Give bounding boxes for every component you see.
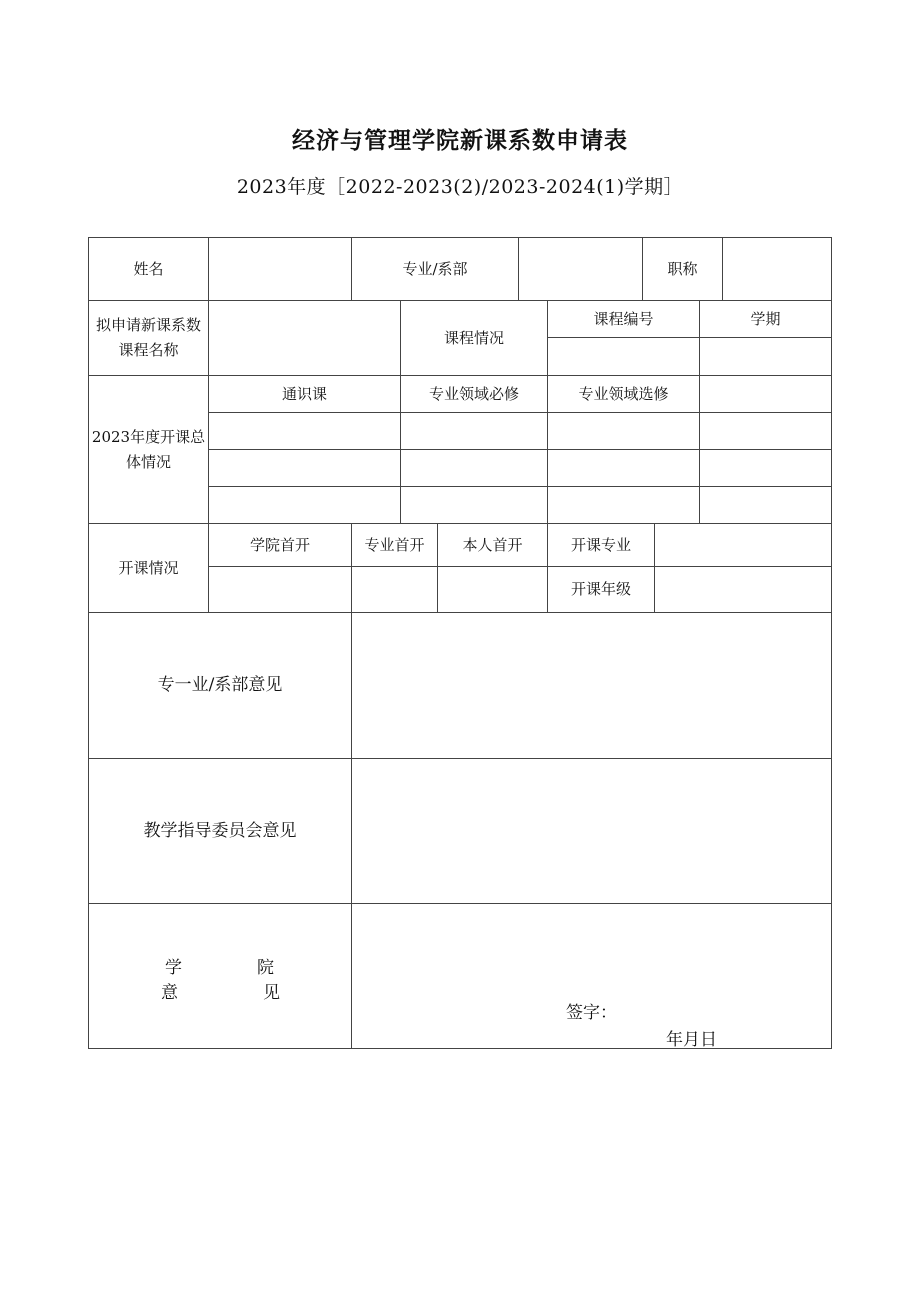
- overall-cell[interactable]: [400, 449, 548, 487]
- job-title-field[interactable]: [722, 237, 832, 301]
- overall-cell[interactable]: [547, 486, 700, 524]
- overall-cell[interactable]: [400, 412, 548, 450]
- course-code-label: 课程编号: [547, 300, 700, 338]
- course-situation-label: 课程情况: [400, 300, 548, 376]
- major-dept-label: 专业/系部: [351, 237, 519, 301]
- overall-cell[interactable]: [208, 412, 401, 450]
- date-label: 年月日: [666, 1030, 717, 1050]
- committee-opinion-label: 教学指导委员会意见: [88, 758, 352, 904]
- overall-cell[interactable]: [208, 449, 401, 487]
- self-first-label: 本人首开: [437, 523, 548, 567]
- header-major-elective: 专业领域选修: [547, 375, 700, 413]
- name-field[interactable]: [208, 237, 352, 301]
- course-name-label-line1: 拟申请新课系数: [95, 316, 201, 335]
- form-title: 经济与管理学院新课系数申请表: [292, 127, 628, 154]
- application-form: [88, 237, 832, 1049]
- college-opinion-char-2: 院: [257, 958, 274, 978]
- overall-label-line2: 体情况: [125, 452, 171, 471]
- college-opinion-field[interactable]: [351, 903, 832, 1049]
- overall-label-line1: 2023年度开课总: [91, 427, 206, 446]
- offering-major-field[interactable]: [654, 523, 832, 567]
- college-first-field[interactable]: [208, 566, 352, 613]
- offering-grade-label: 开课年级: [547, 566, 655, 613]
- course-name-label-line2: 课程名称: [118, 341, 179, 359]
- overall-cell[interactable]: [699, 412, 832, 450]
- major-first-label: 专业首开: [351, 523, 438, 567]
- overall-cell[interactable]: [547, 412, 700, 450]
- form-subtitle: 2023年度［2022-2023(2)/2023-2024(1)学期］: [236, 176, 684, 198]
- signature-label: 签字：: [566, 1003, 617, 1023]
- committee-opinion-field[interactable]: [351, 758, 832, 904]
- header-blank: [699, 375, 832, 413]
- college-opinion-char-1: 学: [165, 958, 182, 978]
- dept-opinion-field[interactable]: [351, 612, 832, 759]
- course-name-label: [88, 300, 209, 376]
- header-major-required: 专业领域必修: [400, 375, 548, 413]
- overall-cell[interactable]: [400, 486, 548, 524]
- major-dept-field[interactable]: [518, 237, 643, 301]
- header-general-course: 通识课: [208, 375, 401, 413]
- overall-cell[interactable]: [547, 449, 700, 487]
- overall-cell[interactable]: [699, 449, 832, 487]
- course-name-field[interactable]: [208, 300, 401, 376]
- name-label: 姓名: [88, 237, 209, 301]
- offering-label: 开课情况: [88, 523, 209, 613]
- overall-cell[interactable]: [699, 486, 832, 524]
- job-title-label: 职称: [642, 237, 723, 301]
- term-field[interactable]: [699, 337, 832, 376]
- offering-major-label: 开课专业: [547, 523, 655, 567]
- college-opinion-label: [88, 903, 352, 1049]
- self-first-field[interactable]: [437, 566, 548, 613]
- course-code-field[interactable]: [547, 337, 700, 376]
- college-opinion-char-4: 见: [263, 983, 280, 1003]
- college-first-label: 学院首开: [208, 523, 352, 567]
- offering-grade-field[interactable]: [654, 566, 832, 613]
- overall-label: [88, 375, 209, 524]
- major-first-field[interactable]: [351, 566, 438, 613]
- dept-opinion-label: 专一业/系部意见: [88, 612, 352, 759]
- term-label: 学期: [699, 300, 832, 338]
- overall-cell[interactable]: [208, 486, 401, 524]
- college-opinion-char-3: 意: [161, 983, 178, 1003]
